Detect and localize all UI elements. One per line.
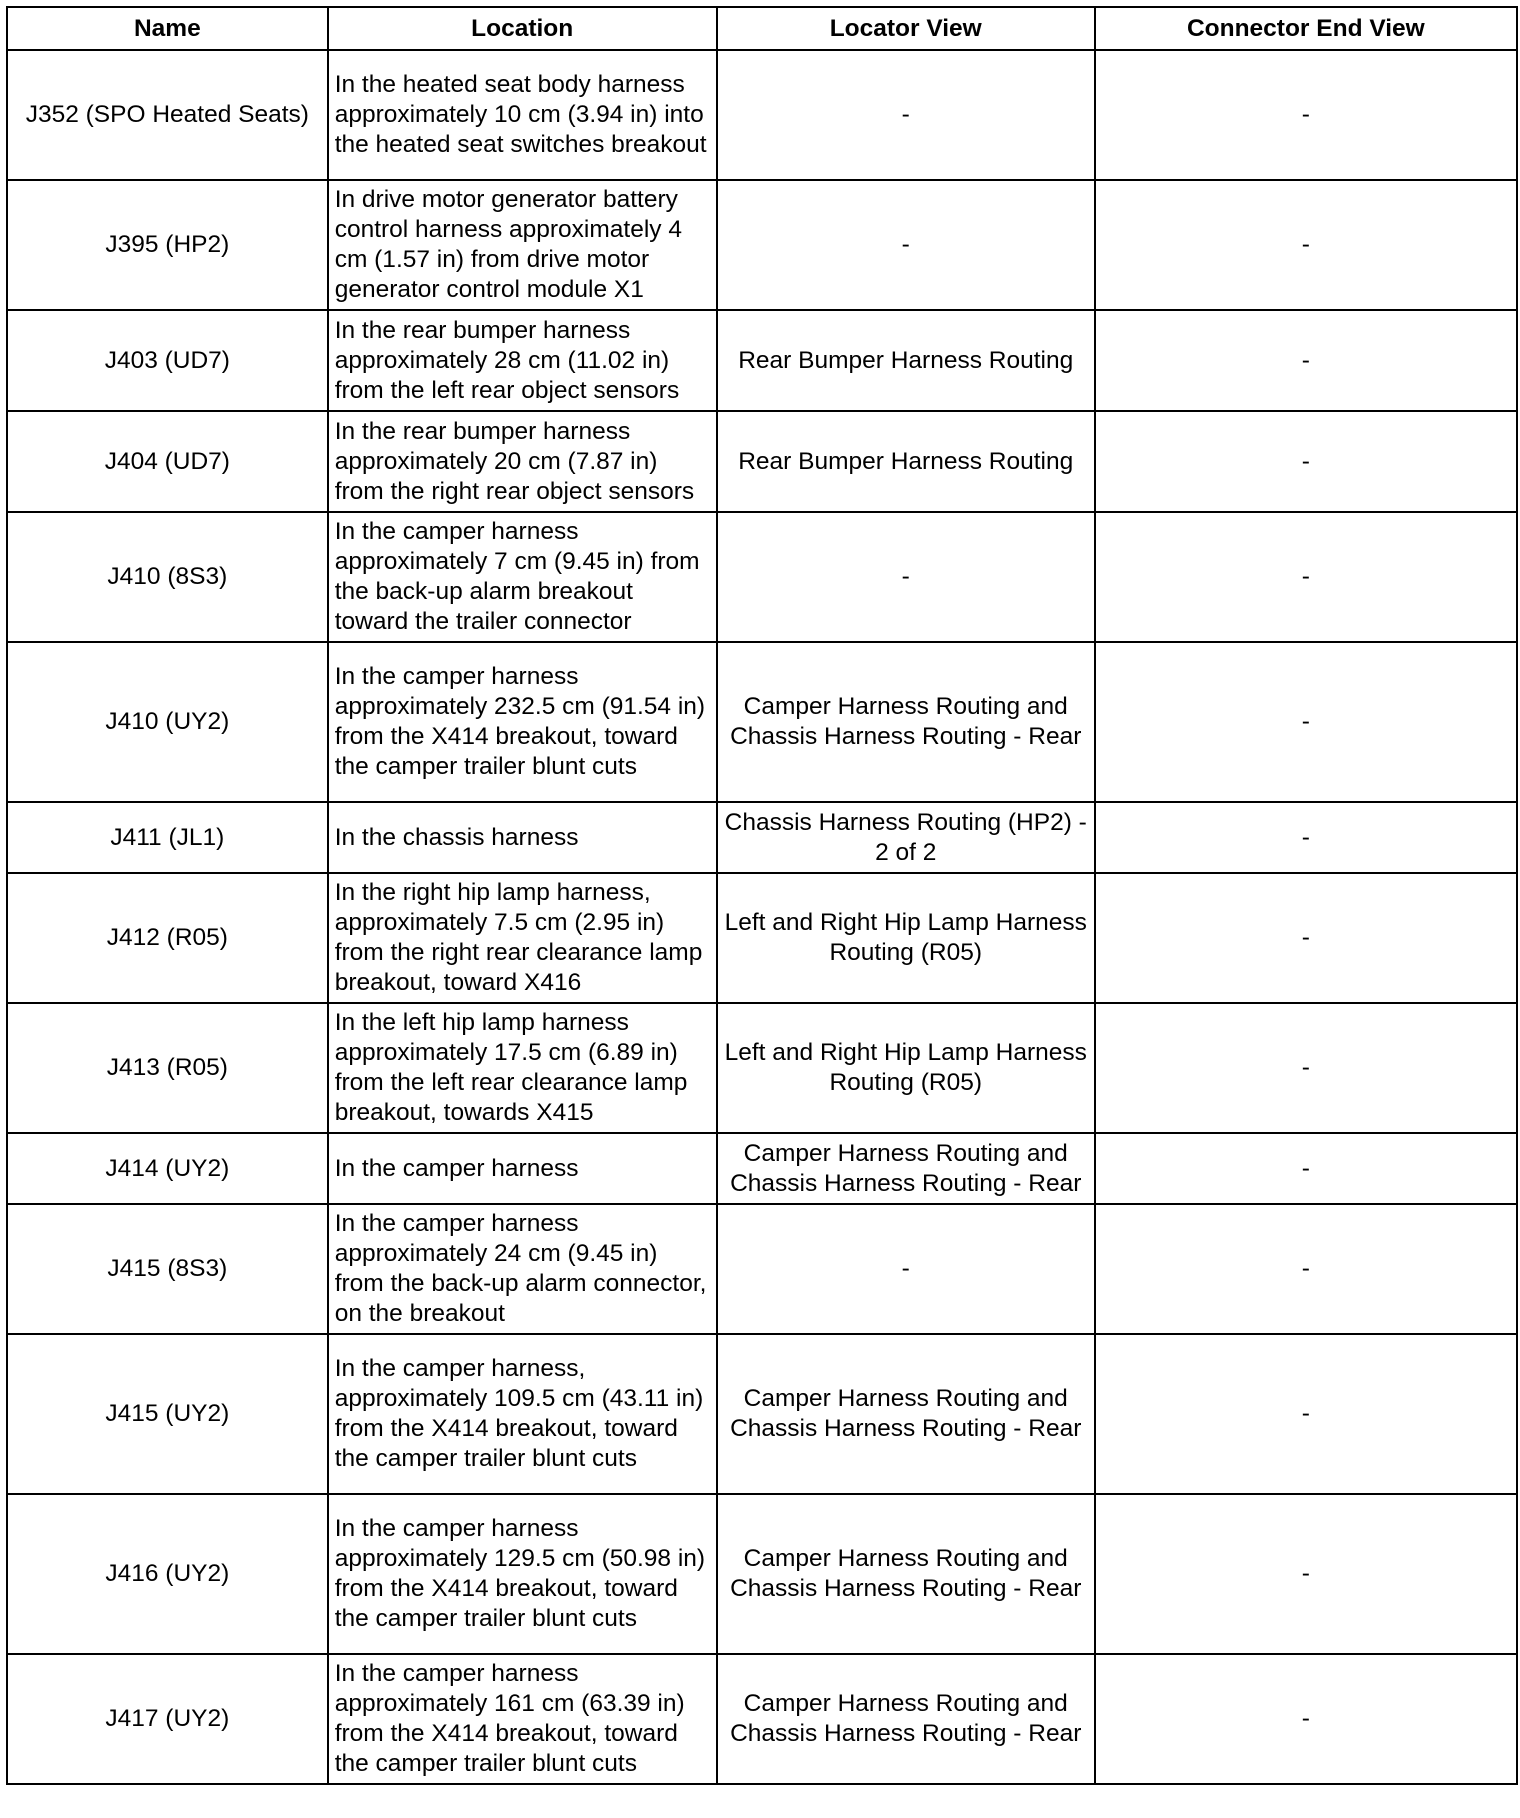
cell-location: In the camper harness, approximately 109.5 cm (43.11 in) from the X414 breakout, toward the camper trailer blunt cuts: [328, 1334, 717, 1494]
cell-locator-view: Left and Right Hip Lamp Harness Routing (R05): [717, 873, 1095, 1003]
header-location: Location: [328, 7, 717, 50]
table-row: [7, 873, 1517, 1003]
cell-connector-end-view: -: [1095, 1654, 1517, 1784]
table-row: [7, 50, 1517, 180]
cell-location: In the right hip lamp harness, approximately 7.5 cm (2.95 in) from the right rear clearance lamp breakout, toward X416: [328, 873, 717, 1003]
table-row: [7, 310, 1517, 411]
cell-connector-end-view: -: [1095, 1204, 1517, 1334]
cell-name: J417 (UY2): [7, 1654, 328, 1784]
cell-locator-view: Left and Right Hip Lamp Harness Routing (R05): [717, 1003, 1095, 1133]
table-row: [7, 411, 1517, 512]
cell-location: In drive motor generator battery control harness approximately 4 cm (1.57 in) from drive motor generator control module X1: [328, 180, 717, 310]
cell-name: J410 (8S3): [7, 512, 328, 642]
cell-locator-view: Rear Bumper Harness Routing: [717, 310, 1095, 411]
cell-locator-view: Camper Harness Routing and Chassis Harness Routing - Rear: [717, 1334, 1095, 1494]
cell-connector-end-view: -: [1095, 802, 1517, 873]
cell-locator-view: Rear Bumper Harness Routing: [717, 411, 1095, 512]
table-row: [7, 512, 1517, 642]
cell-locator-view: Chassis Harness Routing (HP2) - 2 of 2: [717, 802, 1095, 873]
header-name: Name: [7, 7, 328, 50]
cell-connector-end-view: -: [1095, 411, 1517, 512]
cell-connector-end-view: -: [1095, 50, 1517, 180]
cell-locator-view: Camper Harness Routing and Chassis Harness Routing - Rear: [717, 1654, 1095, 1784]
cell-connector-end-view: -: [1095, 873, 1517, 1003]
cell-connector-end-view: -: [1095, 180, 1517, 310]
cell-connector-end-view: -: [1095, 1133, 1517, 1204]
table-row: [7, 802, 1517, 873]
cell-connector-end-view: -: [1095, 1334, 1517, 1494]
cell-connector-end-view: -: [1095, 512, 1517, 642]
cell-locator-view: -: [717, 1204, 1095, 1334]
cell-location: In the camper harness: [328, 1133, 717, 1204]
cell-location: In the camper harness approximately 24 cm (9.45 in) from the back-up alarm connector, on the breakout: [328, 1204, 717, 1334]
table-row: [7, 1654, 1517, 1784]
table-header-row: [7, 7, 1517, 50]
cell-name: J411 (JL1): [7, 802, 328, 873]
cell-location: In the left hip lamp harness approximately 17.5 cm (6.89 in) from the left rear clearance lamp breakout, towards X415: [328, 1003, 717, 1133]
cell-connector-end-view: -: [1095, 1494, 1517, 1654]
cell-connector-end-view: -: [1095, 642, 1517, 802]
cell-location: In the camper harness approximately 232.5 cm (91.54 in) from the X414 breakout, toward the camper trailer blunt cuts: [328, 642, 717, 802]
table-row: [7, 1334, 1517, 1494]
cell-name: J414 (UY2): [7, 1133, 328, 1204]
cell-connector-end-view: -: [1095, 310, 1517, 411]
cell-name: J395 (HP2): [7, 180, 328, 310]
table-row: [7, 1133, 1517, 1204]
table-row: [7, 1204, 1517, 1334]
cell-name: J413 (R05): [7, 1003, 328, 1133]
table-row: [7, 1003, 1517, 1133]
cell-location: In the camper harness approximately 129.5 cm (50.98 in) from the X414 breakout, toward the camper trailer blunt cuts: [328, 1494, 717, 1654]
cell-location: In the chassis harness: [328, 802, 717, 873]
cell-name: J352 (SPO Heated Seats): [7, 50, 328, 180]
table-row: [7, 180, 1517, 310]
cell-location: In the camper harness approximately 161 cm (63.39 in) from the X414 breakout, toward the camper trailer blunt cuts: [328, 1654, 717, 1784]
cell-locator-view: Camper Harness Routing and Chassis Harness Routing - Rear: [717, 1133, 1095, 1204]
header-connector-end-view: Connector End View: [1095, 7, 1517, 50]
cell-connector-end-view: -: [1095, 1003, 1517, 1133]
cell-name: J416 (UY2): [7, 1494, 328, 1654]
cell-name: J403 (UD7): [7, 310, 328, 411]
cell-location: In the rear bumper harness approximately 20 cm (7.87 in) from the right rear object sensors: [328, 411, 717, 512]
header-locator-view: Locator View: [717, 7, 1095, 50]
cell-name: J404 (UD7): [7, 411, 328, 512]
cell-name: J410 (UY2): [7, 642, 328, 802]
table-row: [7, 642, 1517, 802]
cell-locator-view: -: [717, 180, 1095, 310]
cell-name: J412 (R05): [7, 873, 328, 1003]
cell-name: J415 (UY2): [7, 1334, 328, 1494]
cell-location: In the rear bumper harness approximately 28 cm (11.02 in) from the left rear object sensors: [328, 310, 717, 411]
table-row: [7, 1494, 1517, 1654]
cell-location: In the heated seat body harness approximately 10 cm (3.94 in) into the heated seat switches breakout: [328, 50, 717, 180]
cell-location: In the camper harness approximately 7 cm (9.45 in) from the back-up alarm breakout toward the trailer connector: [328, 512, 717, 642]
cell-name: J415 (8S3): [7, 1204, 328, 1334]
cell-locator-view: Camper Harness Routing and Chassis Harness Routing - Rear: [717, 1494, 1095, 1654]
cell-locator-view: -: [717, 512, 1095, 642]
cell-locator-view: -: [717, 50, 1095, 180]
cell-locator-view: Camper Harness Routing and Chassis Harness Routing - Rear: [717, 642, 1095, 802]
splice-location-table: [6, 6, 1518, 1785]
